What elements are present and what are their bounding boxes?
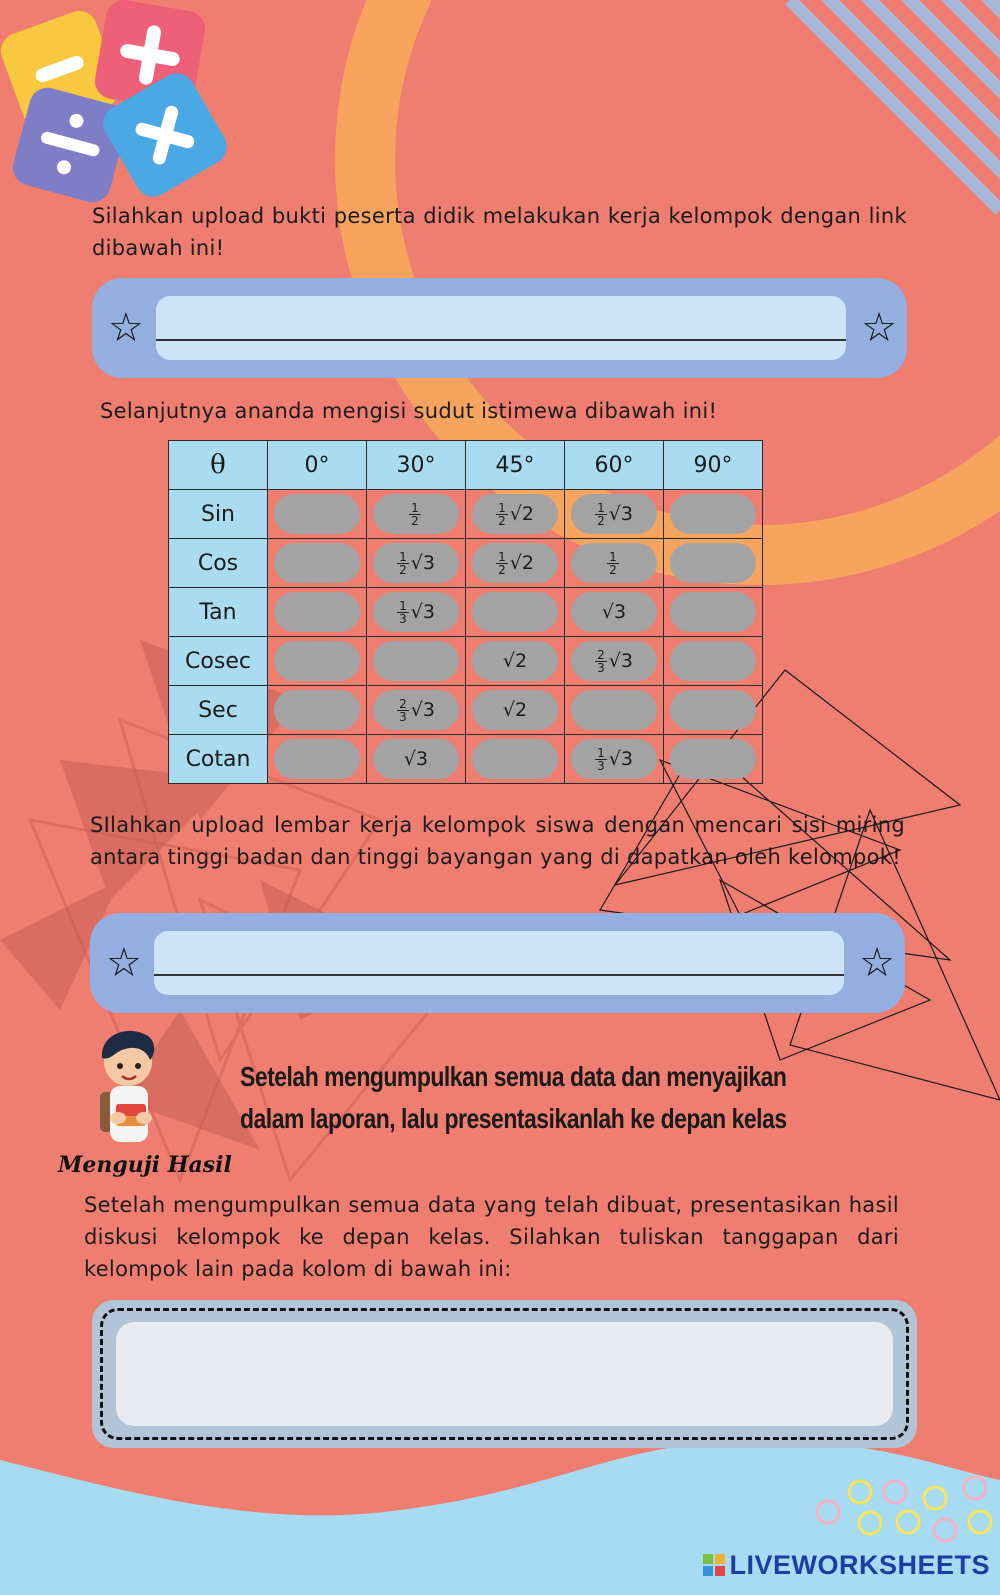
fraction — [397, 551, 409, 576]
root-value: √3 — [601, 601, 627, 623]
answer-pill[interactable] — [373, 592, 459, 632]
root-value: √3 — [608, 650, 633, 672]
numerator: 1 — [498, 550, 506, 564]
worksheet-link-box — [90, 913, 905, 1013]
answer-cell — [466, 539, 565, 588]
answer-pill[interactable] — [571, 494, 657, 534]
answer-pill[interactable] — [670, 494, 756, 534]
answer-pill[interactable] — [670, 641, 756, 681]
denominator: 2 — [609, 563, 617, 577]
answer-cell — [268, 686, 367, 735]
proof-link-box — [92, 278, 907, 378]
answer-pill[interactable] — [571, 690, 657, 730]
answer-cell — [565, 735, 664, 784]
denominator: 2 — [411, 514, 419, 528]
numerator: 1 — [597, 501, 605, 515]
answer-pill[interactable] — [472, 543, 558, 583]
math-symbols-decoration — [0, 0, 240, 210]
response-box — [92, 1300, 917, 1448]
star-icon: ☆ — [108, 305, 144, 351]
brand-logo — [703, 1550, 990, 1581]
table-row — [169, 539, 763, 588]
answer-cell — [664, 539, 763, 588]
answer-pill[interactable] — [571, 739, 657, 779]
angle-header: 0° — [268, 441, 367, 490]
answer-cell — [565, 588, 664, 637]
denominator: 2 — [597, 514, 605, 528]
fraction — [496, 502, 508, 527]
numerator: 1 — [498, 501, 506, 515]
root-value: √3 — [403, 748, 429, 770]
answer-cell — [466, 637, 565, 686]
answer-cell — [367, 735, 466, 784]
angle-header: 45° — [466, 441, 565, 490]
answer-cell — [565, 490, 664, 539]
star-icon: ☆ — [861, 305, 897, 351]
numerator: 1 — [609, 550, 617, 564]
root-value: √3 — [410, 552, 435, 574]
liveworksheets-icon — [703, 1554, 725, 1576]
answer-cell — [565, 686, 664, 735]
table-row — [169, 686, 763, 735]
fraction — [595, 502, 607, 527]
answer-cell — [268, 637, 367, 686]
numerator: 2 — [597, 648, 605, 662]
angle-header: 90° — [664, 441, 763, 490]
numerator: 1 — [399, 599, 407, 613]
numerator: 1 — [411, 501, 419, 515]
answer-cell — [664, 637, 763, 686]
special-angles-table — [168, 440, 763, 784]
fraction — [607, 551, 619, 576]
denominator: 2 — [399, 563, 407, 577]
answer-cell — [664, 490, 763, 539]
numerator: 1 — [597, 746, 605, 760]
fraction — [595, 649, 607, 674]
answer-cell — [565, 637, 664, 686]
answer-pill[interactable] — [670, 739, 756, 779]
root-value: √3 — [608, 503, 633, 525]
fraction — [397, 698, 409, 723]
worksheet-link-input[interactable] — [154, 931, 844, 995]
theta-header: θ — [169, 441, 268, 490]
denominator: 3 — [597, 759, 605, 773]
root-value: √2 — [509, 503, 534, 525]
answer-cell — [268, 588, 367, 637]
response-textarea[interactable] — [116, 1322, 893, 1426]
answer-pill[interactable] — [571, 641, 657, 681]
answer-cell — [466, 490, 565, 539]
answer-pill[interactable] — [274, 739, 360, 779]
star-icon: ☆ — [859, 940, 895, 986]
answer-pill[interactable] — [373, 739, 459, 779]
function-label: Sin — [169, 490, 268, 539]
answer-pill[interactable] — [274, 641, 360, 681]
answer-pill[interactable] — [472, 592, 558, 632]
answer-pill[interactable] — [670, 592, 756, 632]
section-label: Menguji Hasil — [58, 1152, 232, 1178]
fraction — [595, 747, 607, 772]
angle-header: 60° — [565, 441, 664, 490]
function-label: Sec — [169, 686, 268, 735]
answer-pill[interactable] — [373, 641, 459, 681]
brand-text: LIVEWORKSHEETS — [729, 1550, 990, 1580]
fraction — [496, 551, 508, 576]
answer-cell — [268, 490, 367, 539]
fraction — [397, 600, 409, 625]
answer-cell — [466, 686, 565, 735]
root-value: √2 — [502, 699, 528, 721]
answer-cell — [664, 686, 763, 735]
answer-cell — [466, 588, 565, 637]
table-row — [169, 588, 763, 637]
table-row — [169, 637, 763, 686]
answer-pill[interactable] — [274, 543, 360, 583]
answer-cell — [664, 735, 763, 784]
denominator: 3 — [597, 661, 605, 675]
angle-header: 30° — [367, 441, 466, 490]
answer-cell — [268, 539, 367, 588]
answer-pill[interactable] — [274, 494, 360, 534]
input-underline — [156, 339, 846, 341]
answer-pill[interactable] — [373, 494, 459, 534]
denominator: 2 — [498, 563, 506, 577]
heading-line: dalam laporan, lalu presentasikanlah ke depan kelas — [240, 1103, 787, 1134]
input-underline — [154, 974, 844, 976]
root-value: √3 — [608, 748, 633, 770]
answer-cell — [367, 490, 466, 539]
fraction — [409, 502, 421, 527]
denominator: 2 — [498, 514, 506, 528]
heading-line: Setelah mengumpulkan semua data dan menyajikan — [240, 1061, 787, 1092]
root-value: √3 — [410, 699, 435, 721]
function-label: Cotan — [169, 735, 268, 784]
answer-cell — [367, 637, 466, 686]
denominator: 3 — [399, 612, 407, 626]
answer-pill[interactable] — [373, 690, 459, 730]
table-header-row — [169, 441, 763, 490]
numerator: 2 — [399, 697, 407, 711]
section-heading — [240, 1056, 787, 1140]
upload-worksheet-instruction: SIlahkan upload lembar kerja kelompok siswa dengan mencari sisi miring antara tinggi badan dan tinggi bayangan yang di dapatkan oleh kelompok! — [90, 813, 905, 869]
answer-pill[interactable] — [670, 690, 756, 730]
answer-pill[interactable] — [472, 641, 558, 681]
student-illustration — [88, 1022, 168, 1152]
function-label: Cosec — [169, 637, 268, 686]
answer-pill[interactable] — [274, 690, 360, 730]
answer-pill[interactable] — [571, 543, 657, 583]
answer-pill[interactable] — [670, 543, 756, 583]
denominator: 3 — [399, 710, 407, 724]
answer-cell — [268, 735, 367, 784]
answer-cell — [466, 735, 565, 784]
table-row — [169, 735, 763, 784]
answer-cell — [565, 539, 664, 588]
function-label: Cos — [169, 539, 268, 588]
numerator: 1 — [399, 550, 407, 564]
upload-proof-instruction: Silahkan upload bukti peserta didik melakukan kerja kelompok dengan link dibawah ini! — [92, 204, 907, 260]
root-value: √2 — [509, 552, 534, 574]
answer-cell — [367, 539, 466, 588]
answer-cell — [664, 588, 763, 637]
answer-pill[interactable] — [472, 494, 558, 534]
present-instruction: Setelah mengumpulkan semua data yang telah dibuat, presentasikan hasil diskusi kelompok ke depan kelas. Silahkan tuliskan tanggapan dari kelompok lain pada kolom di bawah ini: — [84, 1193, 899, 1281]
proof-link-input[interactable] — [156, 296, 846, 360]
answer-pill[interactable] — [274, 592, 360, 632]
root-value: √2 — [502, 650, 528, 672]
function-label: Tan — [169, 588, 268, 637]
table-row — [169, 490, 763, 539]
root-value: √3 — [410, 601, 435, 623]
answer-pill[interactable] — [373, 543, 459, 583]
answer-pill[interactable] — [472, 739, 558, 779]
answer-pill[interactable] — [472, 690, 558, 730]
star-icon: ☆ — [106, 940, 142, 986]
answer-pill[interactable] — [571, 592, 657, 632]
fill-angles-instruction: Selanjutnya ananda mengisi sudut istimewa dibawah ini! — [100, 399, 718, 423]
answer-cell — [367, 588, 466, 637]
answer-cell — [367, 686, 466, 735]
